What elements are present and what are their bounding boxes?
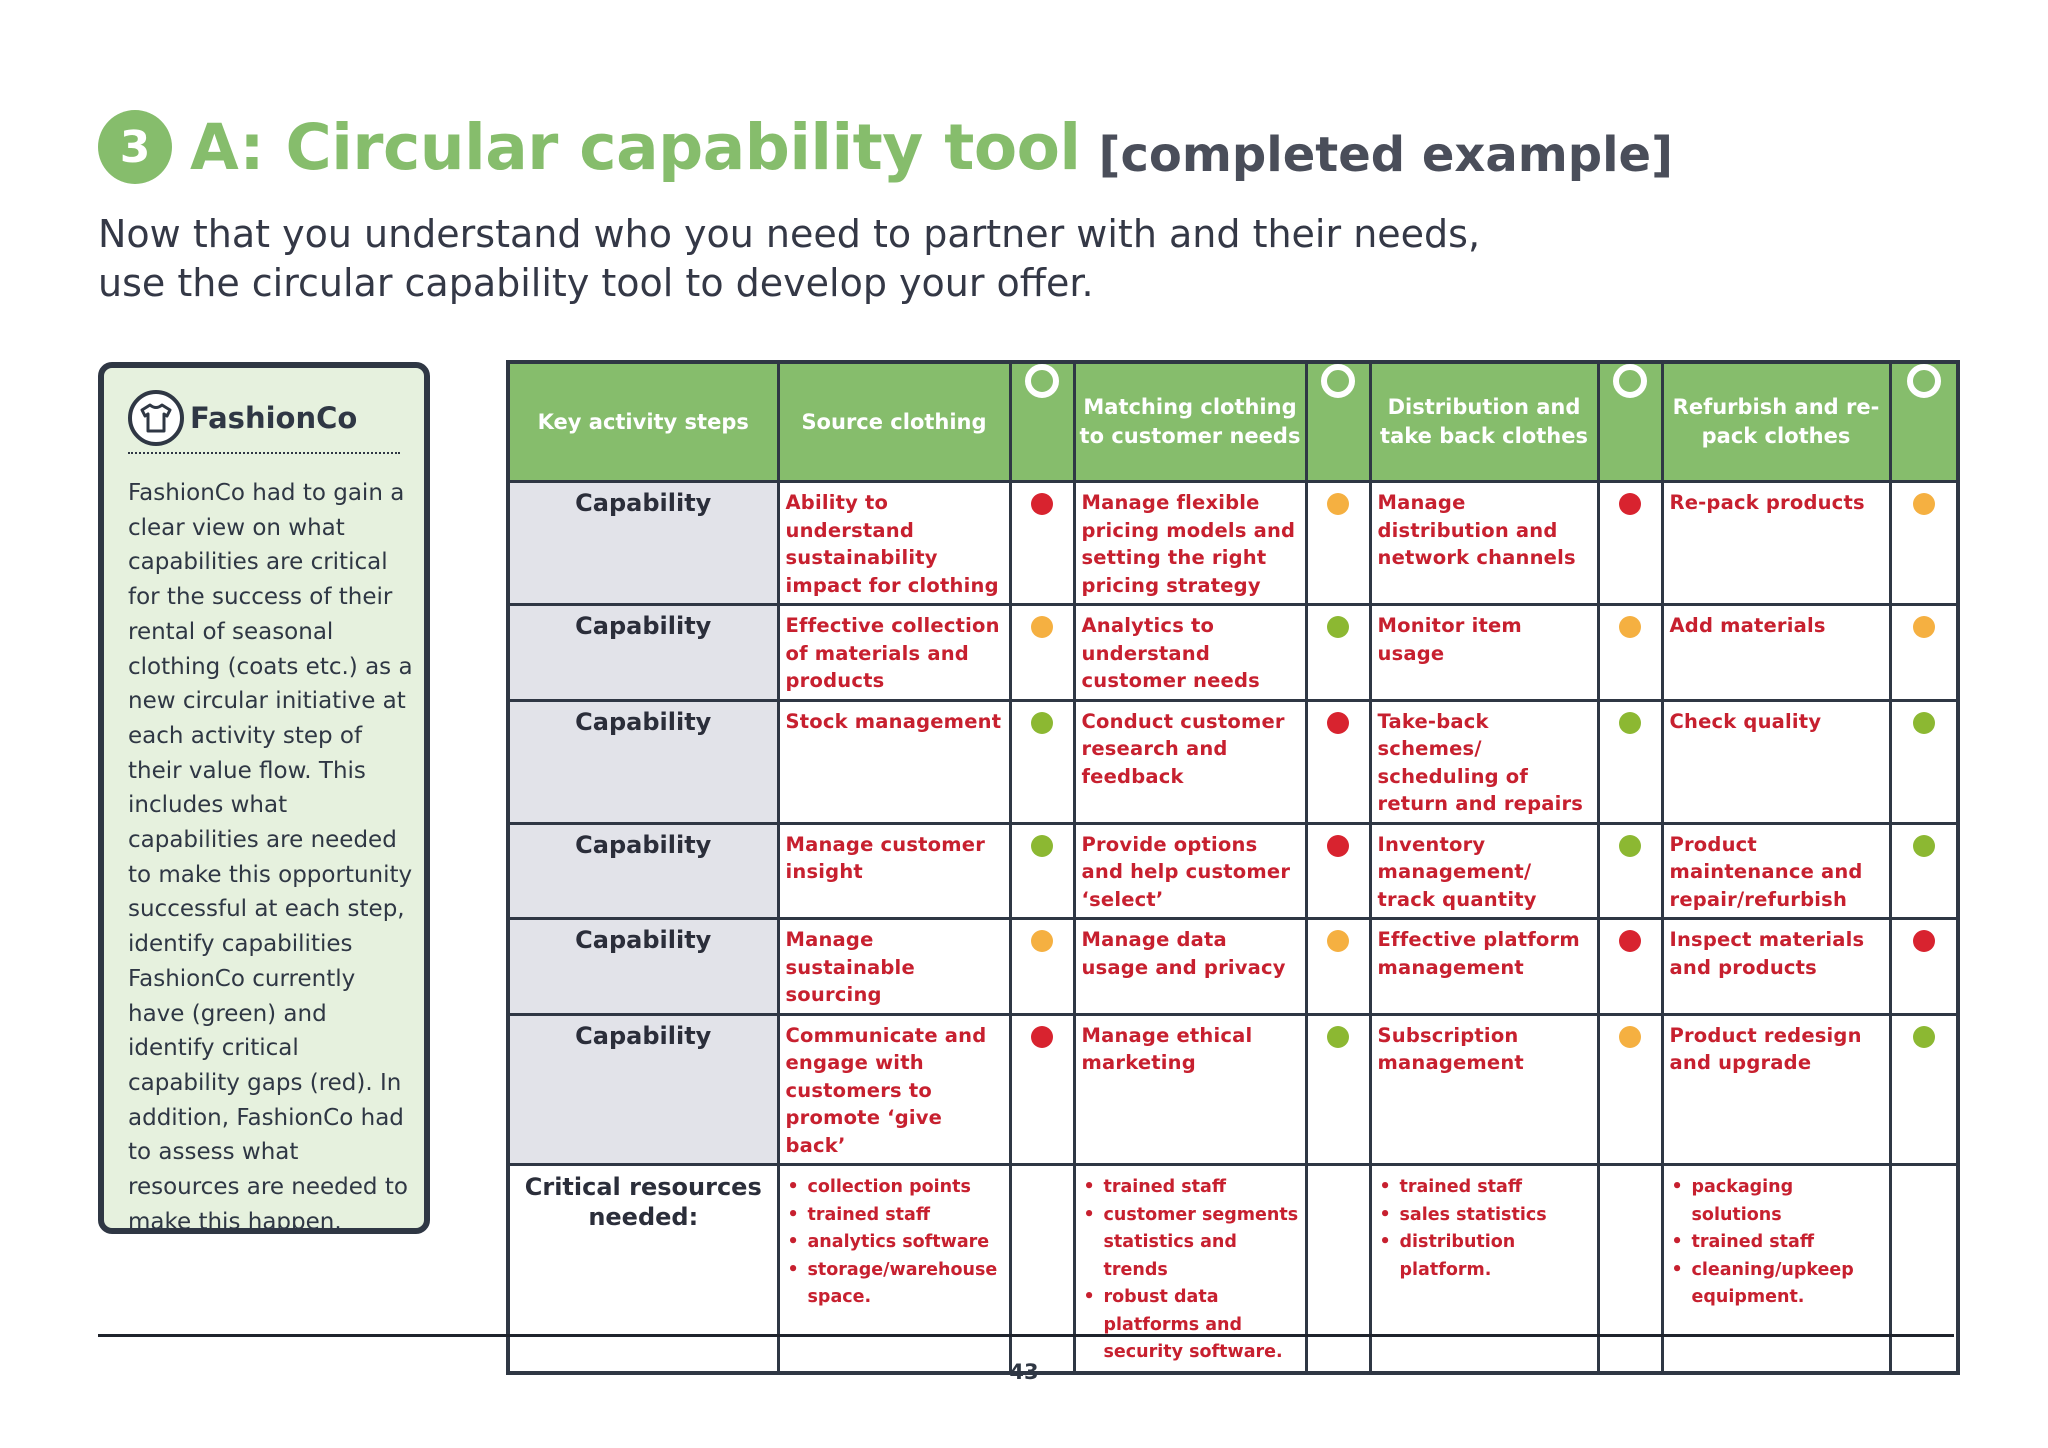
resources-row [508,1165,1958,1373]
status-cell [1010,700,1074,823]
status-ring-icon [1025,364,1059,398]
case-study-text: FashionCo had to gain a clear view on what capabilities are critical for the success of their rental of seasonal clothing (coats etc.) as a new circular initiative at each activity step of their value flow. This includes what capabilities are needed to make this opportunity successful at each step, identify capabilities FashionCo currently have (green) and identify critical capability gaps (red). In addition, FashionCo had to assess what resources are needed to make this happen. [128,480,413,1235]
step-number-badge: 3 [98,110,172,184]
status-cell [1010,482,1074,605]
status-cell [1598,605,1662,701]
page-number: 43 [1009,1360,1039,1384]
column-header: Matching clothing to customer needs [1074,362,1306,482]
status-amber-dot [1327,493,1349,515]
status-red-dot [1327,835,1349,857]
capability-row [508,919,1958,1015]
capability-cell: Ability to understand sustainability impact for clothing [778,482,1010,605]
status-amber-dot [1031,616,1053,638]
capability-cell: Effective platform management [1370,919,1598,1015]
status-cell [1598,1014,1662,1165]
status-cell [1306,1014,1370,1165]
capability-cell: Provide options and help customer ‘select’ [1074,823,1306,919]
row-label: Capability [508,1014,778,1165]
capability-cell: Effective collection of materials and products [778,605,1010,701]
status-amber-dot [1327,930,1349,952]
empty-status-cell [1306,1165,1370,1373]
capability-cell: Monitor item usage [1370,605,1598,701]
capability-row [508,700,1958,823]
status-green-dot [1031,835,1053,857]
status-cell [1890,605,1958,701]
resources-label: Critical resources needed: [508,1165,778,1373]
column-header: Source clothing [778,362,1010,482]
status-cell [1010,919,1074,1015]
status-cell [1010,1014,1074,1165]
status-column-header [1306,362,1370,482]
status-green-dot [1327,616,1349,638]
corner-header: Key activity steps [508,362,778,482]
resource-item: • sales statistics [1378,1202,1591,1230]
capability-cell: Manage flexible pricing models and setting the right pricing strategy [1074,482,1306,605]
footer-divider [98,1334,1954,1337]
status-green-dot [1913,835,1935,857]
brand [128,390,357,446]
status-cell [1890,823,1958,919]
status-red-dot [1619,493,1641,515]
resource-item: • analytics software [786,1229,1003,1257]
capability-cell: Product redesign and upgrade [1662,1014,1890,1165]
status-cell [1306,919,1370,1015]
resources-cell [1662,1165,1890,1373]
capability-cell: Manage ethical marketing [1074,1014,1306,1165]
status-ring-icon [1907,364,1941,398]
row-label: Capability [508,605,778,701]
status-amber-dot [1913,616,1935,638]
capability-row [508,605,1958,701]
resource-item: • distribution platform. [1378,1229,1591,1284]
status-cell [1010,605,1074,701]
page-title: A: Circular capability tool [190,110,1081,184]
empty-status-cell [1010,1165,1074,1373]
capability-cell: Conduct customer research and feedback [1074,700,1306,823]
brand-divider [128,452,400,454]
status-green-dot [1031,712,1053,734]
capability-row [508,482,1958,605]
status-column-header [1890,362,1958,482]
subtitle-line-1: Now that you understand who you need to partner with and their needs, [98,212,1481,256]
status-red-dot [1031,493,1053,515]
status-cell [1890,482,1958,605]
column-header: Refurbish and re-pack clothes [1662,362,1890,482]
case-study-panel [98,362,430,1234]
row-label: Capability [508,823,778,919]
resources-cell [778,1165,1010,1373]
status-red-dot [1327,712,1349,734]
t-shirt-icon [128,390,184,446]
column-header: Distribution and take back clothes [1370,362,1598,482]
capability-cell: Manage customer insight [778,823,1010,919]
resource-item: • collection points [786,1174,1003,1202]
status-green-dot [1619,835,1641,857]
resources-list [786,1174,1003,1312]
empty-status-cell [1890,1165,1958,1373]
capability-cell: Manage data usage and privacy [1074,919,1306,1015]
capability-cell: Inventory management/ track quantity [1370,823,1598,919]
status-cell [1890,1014,1958,1165]
status-cell [1306,700,1370,823]
empty-status-cell [1598,1165,1662,1373]
page-title-suffix: [completed example] [1098,127,1674,183]
resource-item: • packaging solutions [1670,1174,1883,1229]
capability-cell: Add materials [1662,605,1890,701]
status-cell [1010,823,1074,919]
capability-cell: Re-pack products [1662,482,1890,605]
status-amber-dot [1031,930,1053,952]
capability-cell: Subscription management [1370,1014,1598,1165]
capability-cell: Check quality [1662,700,1890,823]
resource-item: • customer segments statistics and trends [1082,1202,1299,1285]
status-red-dot [1913,930,1935,952]
status-red-dot [1031,1026,1053,1048]
status-amber-dot [1619,616,1641,638]
row-label: Capability [508,919,778,1015]
resources-list [1082,1174,1299,1367]
capability-cell: Manage sustainable sourcing [778,919,1010,1015]
capability-cell: Communicate and engage with customers to promote ‘give back’ [778,1014,1010,1165]
subtitle-line-2: use the circular capability tool to develop your offer. [98,261,1094,305]
status-amber-dot [1619,1026,1641,1048]
status-ring-icon [1613,364,1647,398]
status-column-header [1598,362,1662,482]
status-green-dot [1913,712,1935,734]
capability-row [508,823,1958,919]
status-cell [1306,823,1370,919]
resource-item: • robust data platforms and security software. [1082,1284,1299,1367]
status-red-dot [1619,930,1641,952]
page-header [98,110,1673,184]
resource-item: • trained staff [786,1202,1003,1230]
status-green-dot [1619,712,1641,734]
capability-row [508,1014,1958,1165]
status-ring-icon [1321,364,1355,398]
resource-item: • trained staff [1082,1174,1299,1202]
resource-item: • cleaning/upkeep equipment. [1670,1257,1883,1312]
status-column-header [1010,362,1074,482]
status-cell [1306,482,1370,605]
capability-cell: Analytics to understand customer needs [1074,605,1306,701]
capability-cell: Manage distribution and network channels [1370,482,1598,605]
resources-list [1670,1174,1883,1312]
status-amber-dot [1913,493,1935,515]
capability-cell: Take-back schemes/ scheduling of return and repairs [1370,700,1598,823]
status-cell [1598,919,1662,1015]
status-cell [1598,700,1662,823]
status-cell [1306,605,1370,701]
resources-list [1378,1174,1591,1284]
row-label: Capability [508,700,778,823]
resources-cell [1074,1165,1306,1373]
row-label: Capability [508,482,778,605]
status-cell [1890,700,1958,823]
page-subtitle [98,210,1598,308]
capability-cell: Product maintenance and repair/refurbish [1662,823,1890,919]
brand-name: FashionCo [190,401,358,435]
capability-cell: Stock management [778,700,1010,823]
resource-item: • storage/warehouse space. [786,1257,1003,1312]
capability-cell: Inspect materials and products [1662,919,1890,1015]
resources-cell [1370,1165,1598,1373]
status-cell [1598,823,1662,919]
resource-item: • trained staff [1670,1229,1883,1257]
status-cell [1598,482,1662,605]
status-cell [1890,919,1958,1015]
resource-item: • trained staff [1378,1174,1591,1202]
capability-table [506,360,1960,1375]
table-header-row [508,362,1958,482]
status-green-dot [1327,1026,1349,1048]
status-green-dot [1913,1026,1935,1048]
